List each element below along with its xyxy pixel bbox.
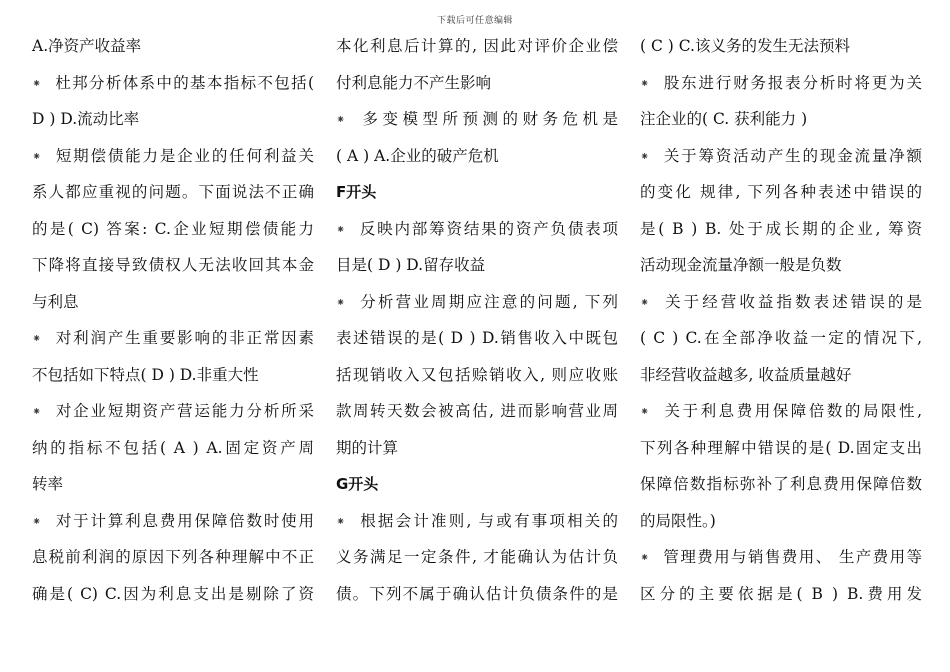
column-2 xyxy=(336,28,618,612)
text-line xyxy=(32,466,314,503)
text-line xyxy=(32,430,314,467)
bullet-icon: ⁕ xyxy=(640,149,650,163)
bullet-icon: ⁕ xyxy=(32,514,42,528)
text-line xyxy=(336,284,618,321)
line-text: G开头 xyxy=(336,475,379,493)
line-text: 关于利息费用保障倍数的局限性, xyxy=(662,402,922,420)
line-text: F开头 xyxy=(336,183,377,201)
line-text: 非经营收益越多, 收益质量越好 xyxy=(640,365,852,384)
text-line xyxy=(640,357,922,394)
line-text: 的变化 规律, 下列各种表述中错误的 xyxy=(640,183,922,201)
text-line xyxy=(336,247,618,284)
text-line xyxy=(640,503,922,540)
text-line xyxy=(336,211,618,248)
line-text: 关于筹资活动产生的现金流量净额 xyxy=(662,146,922,165)
text-line xyxy=(32,247,314,284)
line-text: 义务满足一定条件, 才能确认为估计负 xyxy=(336,548,618,566)
line-text: 关于经营收益指数表述错误的是 xyxy=(662,292,922,311)
line-text: 与利息 xyxy=(32,292,79,311)
text-line xyxy=(640,430,922,467)
bullet-icon: ⁕ xyxy=(640,405,650,418)
line-text: 短期偿债能力是企业的任何利益关 xyxy=(54,146,314,165)
text-line xyxy=(32,576,314,613)
bullet-icon: ⁕ xyxy=(336,222,346,236)
text-line xyxy=(336,65,618,102)
text-line xyxy=(640,393,922,430)
line-text: 不包括如下特点( D ) D.非重大性 xyxy=(32,365,259,384)
line-text: 括现销收入又包括赊销收入, 则应收账 xyxy=(336,365,618,384)
text-line xyxy=(336,357,618,394)
line-text: ( C ) C.在全部净收益一定的情况下, xyxy=(640,329,922,347)
line-text: 分析营业周期应注意的问题, 下列 xyxy=(358,292,618,311)
text-line xyxy=(336,430,618,467)
text-line xyxy=(640,101,922,138)
text-line xyxy=(336,320,618,357)
line-text: ( C ) C.该义务的发生无法预料 xyxy=(640,37,850,55)
bullet-icon: ⁕ xyxy=(640,76,650,90)
text-line xyxy=(336,101,618,138)
line-text: ( A ) A.企业的破产危机 xyxy=(336,146,499,165)
line-text: 对利润产生重要影响的非正常因素 xyxy=(54,329,314,347)
bullet-icon: ⁕ xyxy=(336,295,346,309)
text-line xyxy=(32,28,314,65)
line-text: 股东进行财务报表分析时将更为关 xyxy=(662,73,922,92)
text-line xyxy=(640,211,922,248)
line-text: 反映内部筹资结果的资产负债表项 xyxy=(358,219,618,238)
line-text: 注企业的( C. 获利能力 ) xyxy=(640,110,808,128)
column-1 xyxy=(32,28,314,612)
line-text: 活动现金流量净额一般是负数 xyxy=(640,256,842,274)
text-line xyxy=(32,211,314,248)
text-line xyxy=(640,247,922,284)
line-text: 目是( D ) D.留存收益 xyxy=(336,256,486,274)
line-text: A.净资产收益率 xyxy=(32,37,142,55)
line-text: 付利息能力不产生影响 xyxy=(336,73,492,92)
line-text: 的局限性。) xyxy=(640,511,716,530)
text-line xyxy=(32,320,314,357)
line-text: 对企业短期资产营运能力分析所采 xyxy=(54,402,314,420)
text-line xyxy=(640,320,922,357)
line-text: 多变模型所预测的财务危机是 xyxy=(358,110,618,128)
bullet-icon: ⁕ xyxy=(32,405,42,418)
text-line xyxy=(32,357,314,394)
line-text: 表述错误的是( D ) D.销售收入中既包 xyxy=(336,329,618,347)
text-line xyxy=(336,576,618,613)
text-line xyxy=(32,101,314,138)
line-text: 保障倍数指标弥补了利息费用保障倍数 xyxy=(640,475,922,493)
text-line xyxy=(336,503,618,540)
bullet-icon: ⁕ xyxy=(336,113,346,126)
line-text: 期的计算 xyxy=(336,438,399,457)
text-line xyxy=(640,576,922,613)
line-text: 管理费用与销售费用、 生产费用等 xyxy=(662,548,922,566)
line-text: 纳的指标不包括( A ) A.固定资产周 xyxy=(32,438,314,457)
bullet-icon: ⁕ xyxy=(32,332,42,345)
text-line xyxy=(32,393,314,430)
text-line xyxy=(32,539,314,576)
line-text: 根据会计准则, 与或有事项相关的 xyxy=(358,511,618,530)
bullet-icon: ⁕ xyxy=(640,295,650,309)
text-line xyxy=(640,284,922,321)
text-line xyxy=(640,65,922,102)
text-line xyxy=(336,393,618,430)
text-line xyxy=(336,28,618,65)
line-text: 息税前利润的原因下列各种理解中不正 xyxy=(32,548,314,566)
text-line xyxy=(32,284,314,321)
line-text: 是( B ) B. 处于成长期的企业, 筹资 xyxy=(640,219,922,238)
line-text: 的是( C) 答案: C.企业短期偿债能力 xyxy=(32,219,314,238)
line-text: 下降将直接导致债权人无法收回其本金 xyxy=(32,256,314,274)
line-text: 款周转天数会被高估, 进而影响营业周 xyxy=(336,402,618,420)
section-heading xyxy=(336,174,618,211)
text-line xyxy=(32,138,314,175)
line-text: 确是( C) C.因为利息支出是剔除了资 xyxy=(32,584,314,603)
section-heading xyxy=(336,466,618,503)
text-line xyxy=(640,466,922,503)
line-text: 转率 xyxy=(32,475,64,493)
bullet-icon: ⁕ xyxy=(640,551,650,564)
text-line xyxy=(32,174,314,211)
page-header: 下载后可任意编辑 xyxy=(436,16,513,26)
line-text: 对于计算利息费用保障倍数时使用 xyxy=(54,511,314,530)
text-line xyxy=(640,138,922,175)
bullet-icon: ⁕ xyxy=(32,76,42,90)
text-line xyxy=(336,539,618,576)
bullet-icon: ⁕ xyxy=(336,514,346,528)
line-text: 债。下列不属于确认估计负债条件的是 xyxy=(336,584,618,603)
line-text: 区分的主要依据是( B ) B.费用发 xyxy=(640,584,922,603)
text-line xyxy=(640,28,922,65)
text-line xyxy=(32,65,314,102)
text-line xyxy=(336,138,618,175)
line-text: 杜邦分析体系中的基本指标不包括( xyxy=(54,73,314,92)
text-line xyxy=(32,503,314,540)
line-text: 下列各种理解中错误的是( D.固定支出 xyxy=(640,438,922,457)
line-text: 系人都应重视的问题。下面说法不正确 xyxy=(32,183,314,201)
line-text: D ) D.流动比率 xyxy=(32,110,140,128)
bullet-icon: ⁕ xyxy=(32,149,42,163)
text-line xyxy=(640,539,922,576)
line-text: 本化利息后计算的, 因此对评价企业偿 xyxy=(336,37,618,55)
text-line xyxy=(640,174,922,211)
column-3 xyxy=(640,28,922,612)
